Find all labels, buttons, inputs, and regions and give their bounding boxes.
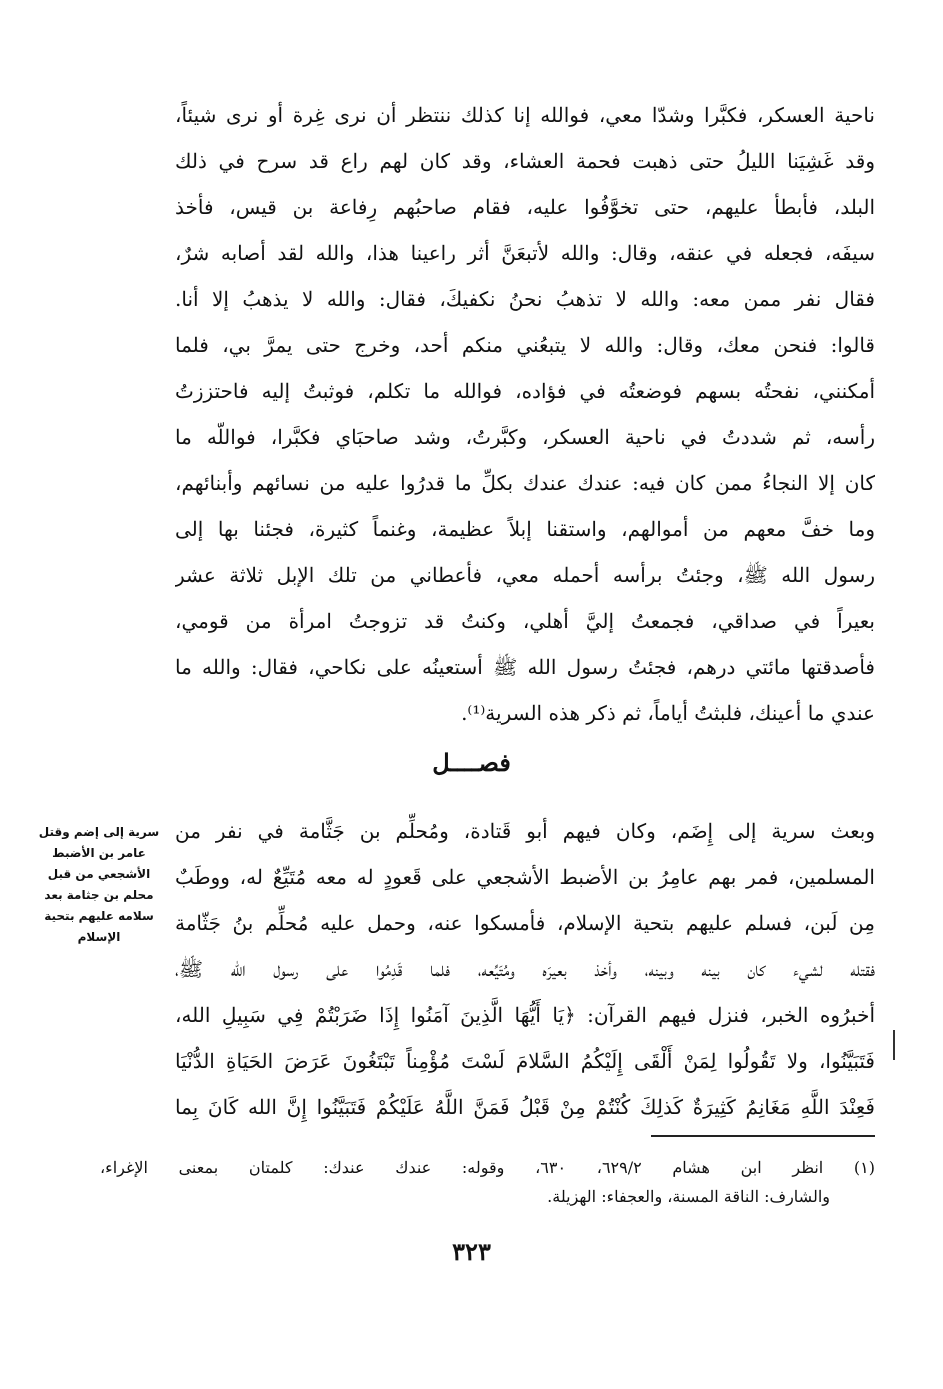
text-line: أمكنني، نفحتُه بسهم فوضعتُه في فؤاده، فوالله ما تكلم، فوثبتُ إليه فاحتززتُ [175,379,875,403]
text-line: وبعث سرية إلى إِضَم، وكان فيهم أبو قَتادة، ومُحلِّم بن جَثَّامة في نفر من [175,819,875,843]
margin-mark [893,1030,895,1060]
main-text-top [175,92,875,736]
text-line: أخبرُوه الخبر، فنزل فيهم القرآن: ﴿يَا أَيُّهَا الَّذِينَ آمَنُوا إِذَا ضَرَبْتُمْ فِي سَبِيلِ الله، [175,1003,875,1027]
margin-note-line: سرية إلى إضم وقتل [38,825,160,839]
margin-note [38,822,160,948]
text-line: البلد، فأبطأ عليهم، حتى تخوَّفُوا عليه، فقام صاحبُهم رِفاعة بن قيس، فأخذ [175,195,875,219]
text-line: رأسه، ثم شددتُ في ناحية العسكر، وكبَّرتُ، وشد صاحبَاي فكبَّرا، فواللّه ما [175,425,875,449]
footnote-line: والشارف: الناقة المسنة، والعجفاء: الهزيلة. [547,1187,830,1206]
text-line: عندي ما أعينك، فلبثتُ أياماً، ثم ذكر هذه السرية⁽¹⁾. [461,701,875,725]
text-line: مِن لَبن، فسلم عليهم بتحية الإسلام، فأمسكوا عنه، وحمل عليه مُحلِّم بنُ جَثّامة [175,911,875,935]
margin-note-line: الإسلام [77,930,121,944]
text-line: ناحية العسكر، فكبَّرا وشدّا معي، فوالله إنا كذلك ننتظر أن نرى غِرة أو نرى شيئاً، [175,103,875,127]
footnote-line: (١) انظر ابن هشام ٦٢٩/٢، ٦٣٠، وقوله: عندك عندك: كلمتان بمعنى الإغراء، [100,1158,876,1177]
section-heading: فصــــل [432,748,511,777]
text-line: بعيراً في صداقي، فجمعتُ إليَّ أهلي، وكنتُ قد تزوجتُ امرأة من قومي، [175,609,875,633]
text-line: وقد غَشِيَنا الليلُ حتى ذهبت فحمة العشاء، وقد كان لهم راع قد سرح في ذلك [175,149,875,173]
footnotes [100,1153,875,1211]
text-line: قالوا: فنحن معك، وقال: والله لا يتبعُني منكم أحد، وخرج حتى يمرَّ بي، فلما [175,333,875,357]
text-line: فقال نفر ممن معه: والله لا تذهبُ نحنُ نكفيكَ، فقال: والله لا يذهبُ إلا أنا. [175,287,875,311]
text-line: كان إلا النجاءُ ممن كان فيه: عندك عندك بكلِّ ما قدرُوا عليه من نسائهم وأبنائهم، [175,471,875,495]
margin-note-line: الأشجعي من قبل [47,867,151,881]
margin-note-line: سلامه عليهم بتحية [44,909,154,923]
margin-note-line: عامر بن الأضبط [52,846,146,860]
text-line: المسلمين، فمر بهم عامِرُ بن الأضبط الأشجعي على قَعودٍ له معه مُتَيِّعٌ له، ووطَبٌ [175,865,875,889]
text-line: فقتله لشيء كان بينه وبينه، وأخذ بعيرَه ومُتَيِّعه، فلما قَدِمُوا على رسول الله ﷺ، [175,957,875,981]
page-number: ٣٢٣ [452,1237,491,1266]
text-line: رسول الله ﷺ، وجئتُ برأسه أحمله معي، فأعطاني من تلك الإبل ثلاثة عشر [175,563,875,587]
footnote-divider [651,1135,875,1137]
quran-line: فَعِنْدَ اللَّهِ مَغَانِمُ كَثِيرَةٌ كَذلِكَ كُنْتُمْ مِنْ قَبْلُ فَمَنَّ اللَّهُ عَلَيْكُمْ فَتَبَيَّنُوا إِنَّ الله كَانَ بِما [175,1095,875,1119]
main-text-bottom [175,808,875,1130]
margin-note-line: محلم بن جثامة بعد [44,888,154,902]
quran-line: فَتَبَيَّنُوا، ولا تَقُولُوا لِمَنْ أَلْقَى إِلَيْكُمُ السَّلامَ لَسْتَ مُؤْمِناً تَبْتَغُونَ عَرَضَ الحَيَاةِ الدُّنْيَا [175,1049,875,1073]
text-line: سيفَه، فجعله في عنقه، وقال: والله لأتبعَنَّ أثر راعينا هذا، والله لقد أصابه شرٌ، [175,241,875,265]
text-line: وما خفَّ معهم من أموالهم، واستقنا إبلاً عظيمة، وغنماً كثيرة، فجئنا بها إلى [175,517,875,541]
text-line: فأصدقتها مائتي درهم، فجئتُ رسول الله ﷺ أستعينُه على نكاحي، فقال: والله ما [175,655,875,679]
